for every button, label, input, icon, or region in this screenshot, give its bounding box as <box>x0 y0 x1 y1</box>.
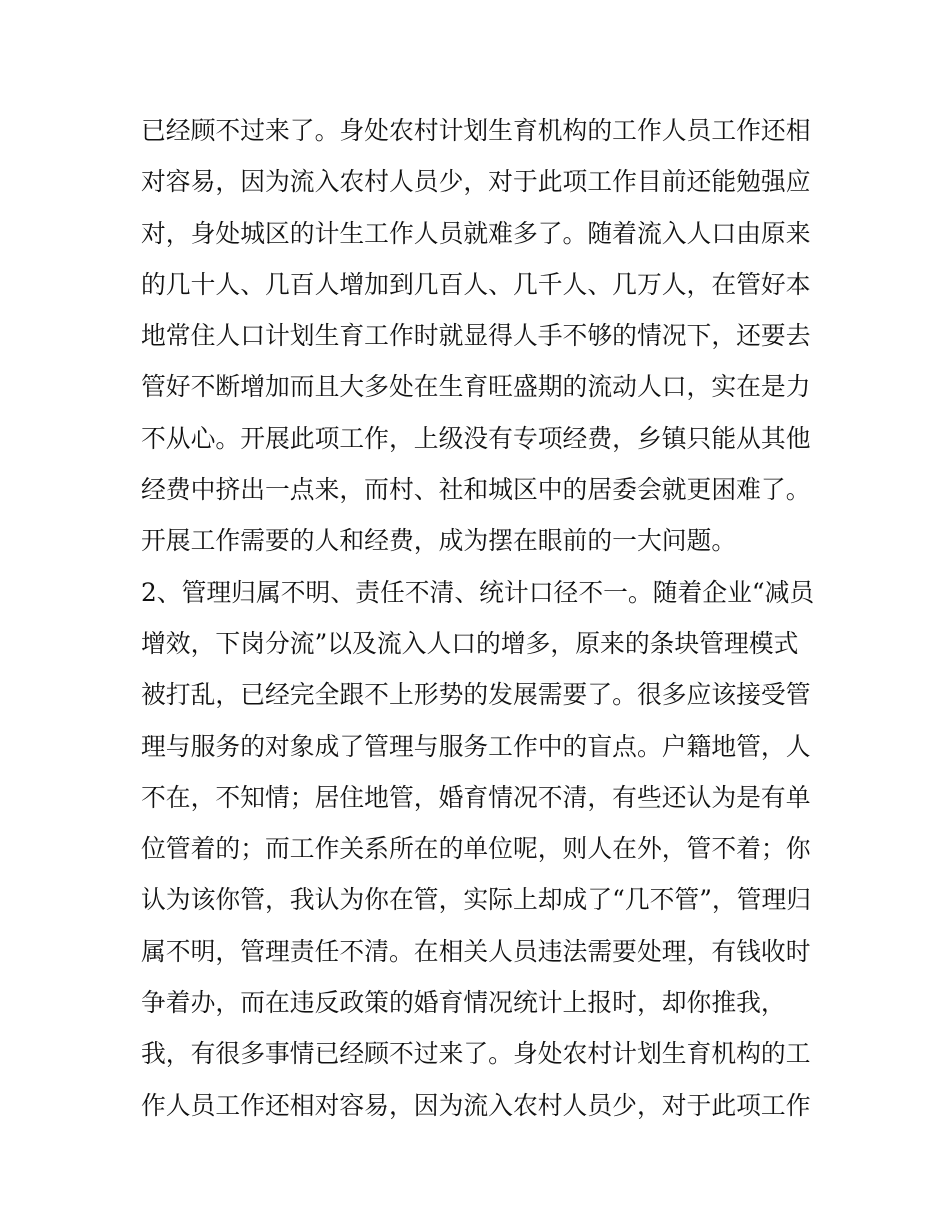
text-line: 不在，不知情；居住地管，婚育情况不清，有些还认为是有单 <box>141 782 811 812</box>
text-line: 属不明，管理责任不清。在相关人员违法需要处理，有钱收时 <box>141 936 811 966</box>
text-line: 认为该你管，我认为你在管，实际上却成了“几不管”，管理归 <box>141 885 812 915</box>
text-line: 2、管理归属不明、责任不清、统计口径不一。随着企业“减员 <box>141 577 815 607</box>
text-line: 地常住人口计划生育工作时就显得人手不够的情况下，还要去 <box>141 321 811 351</box>
text-line: 争着办，而在违反政策的婚育情况统计上报时，却你推我， <box>141 988 786 1018</box>
text-line: 开展工作需要的人和经费，成为摆在眼前的一大问题。 <box>141 526 737 556</box>
text-line: 位管着的；而工作关系所在的单位呢，则人在外，管不着；你 <box>141 834 811 864</box>
text-line: 经费中挤出一点来，而村、社和城区中的居委会就更困难了。 <box>141 475 811 505</box>
text-line: 对，身处城区的计生工作人员就难多了。随着流入人口由原来 <box>141 218 811 248</box>
text-line: 的几十人、几百人增加到几百人、几千人、几万人，在管好本 <box>141 269 811 299</box>
text-line: 已经顾不过来了。身处农村计划生育机构的工作人员工作还相 <box>141 116 811 145</box>
text-line: 作人员工作还相对容易，因为流入农村人员少，对于此项工作 <box>141 1090 811 1120</box>
text-line: 被打乱，已经完全跟不上形势的发展需要了。很多应该接受管 <box>141 680 811 710</box>
body-text <box>141 105 821 1131</box>
text-line: 理与服务的对象成了管理与服务工作中的盲点。户籍地管，人 <box>141 731 811 761</box>
text-line: 对容易，因为流入农村人员少，对于此项工作目前还能勉强应 <box>141 167 811 197</box>
text-line: 管好不断增加而且大多处在生育旺盛期的流动人口，实在是力 <box>141 372 811 402</box>
text-line: 增效，下岗分流”以及流入人口的增多，原来的条块管理模式 <box>141 628 799 658</box>
text-line: 不从心。开展此项工作，上级没有专项经费，乡镇只能从其他 <box>141 423 811 453</box>
text-line: 我，有很多事情已经顾不过来了。身处农村计划生育机构的工 <box>141 1039 811 1069</box>
